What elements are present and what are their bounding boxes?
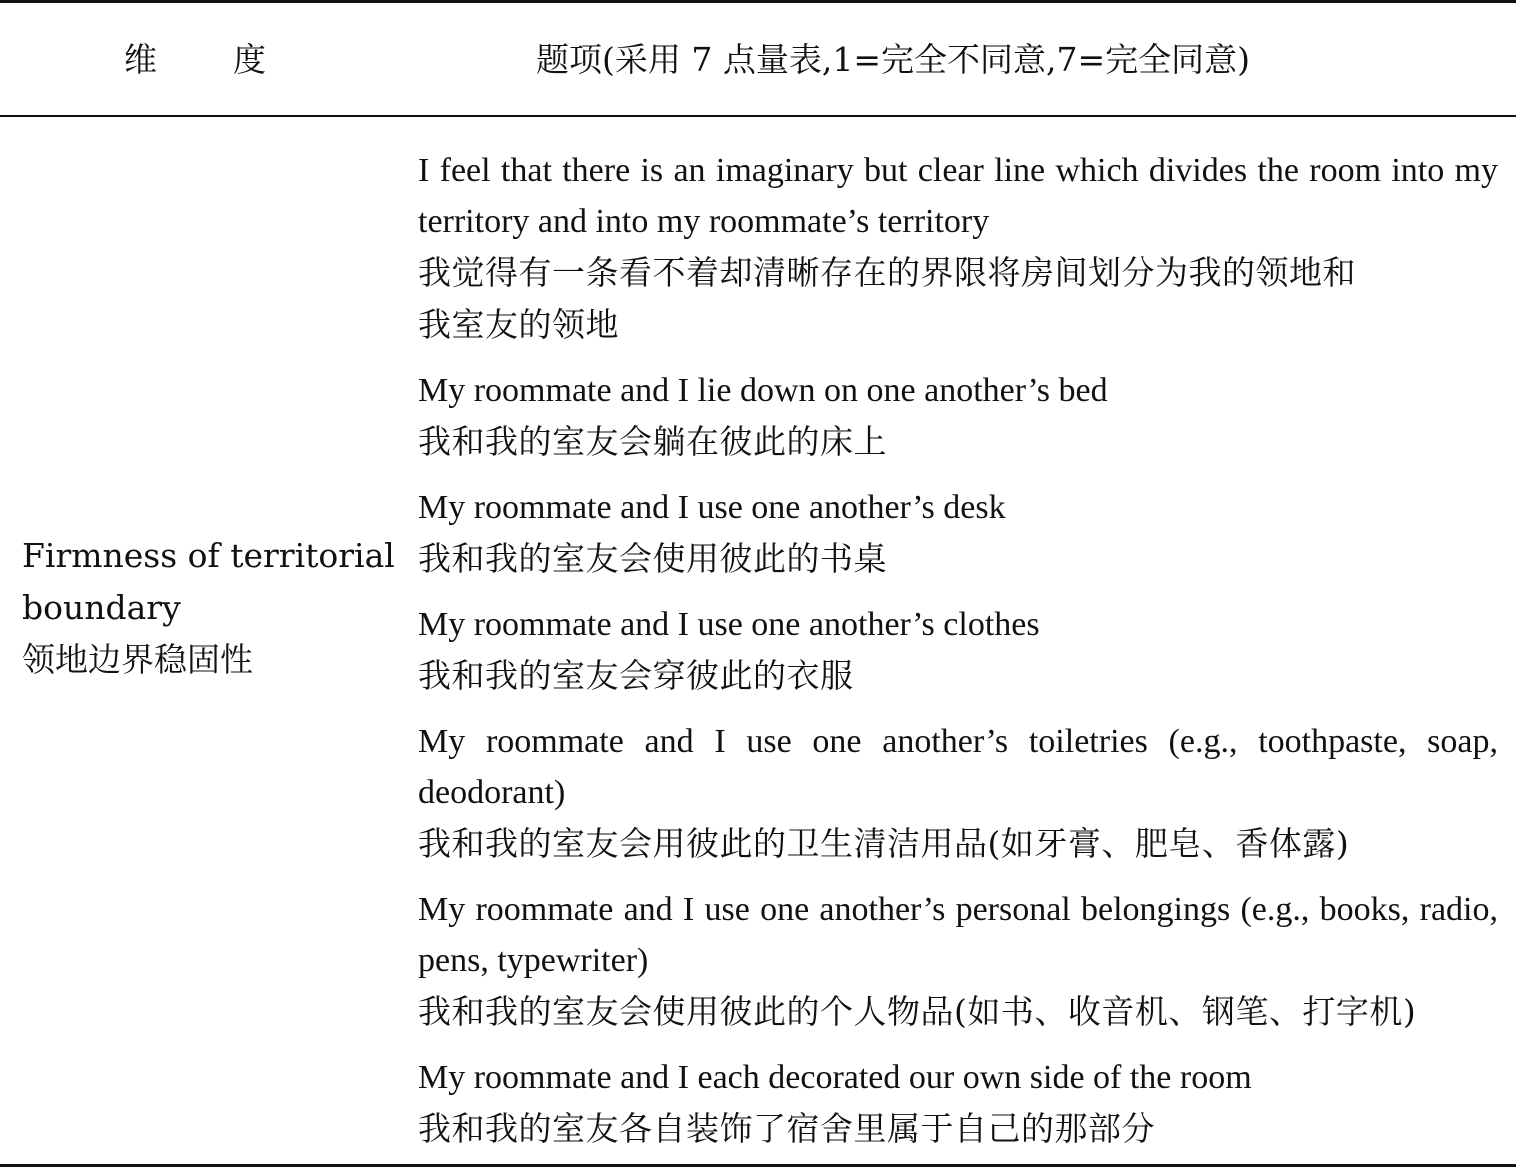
table-row bbox=[418, 716, 1498, 870]
table-row bbox=[418, 599, 1498, 702]
table-row bbox=[418, 1052, 1498, 1155]
item-en: My roommate and I each decorated our own side of the room bbox=[418, 1059, 1252, 1096]
item-en: My roommate and I use one another’s clothes bbox=[418, 606, 1040, 643]
item-en: My roommate and I use one another’s toiletries (e.g., toothpaste, soap, deodorant) bbox=[418, 723, 1498, 811]
dimension-en-line-1: Firmness of territorial bbox=[22, 536, 395, 575]
items-column bbox=[418, 145, 1498, 1169]
item-zh-line-1: 我和我的室友各自装饰了宿舍里属于自己的那部分 bbox=[418, 1109, 1155, 1148]
table-row bbox=[418, 365, 1498, 468]
table-row bbox=[418, 884, 1498, 1038]
item-zh-line-1: 我和我的室友会使用彼此的个人物品(如书、收音机、钢笔、打字机) bbox=[418, 992, 1417, 1031]
item-zh-line-1: 我和我的室友会躺在彼此的床上 bbox=[418, 422, 887, 461]
table-row bbox=[418, 482, 1498, 585]
header-items: 题项(采用 7 点量表,1=完全不同意,7=完全同意) bbox=[536, 40, 1250, 79]
header-dimension-char-2: 度 bbox=[233, 40, 266, 79]
item-zh-line-1: 我和我的室友会用彼此的卫生清洁用品(如牙膏、肥皂、香体露) bbox=[418, 824, 1350, 863]
header-dimension bbox=[124, 38, 266, 82]
table-header-rule bbox=[0, 115, 1516, 117]
dimension-cell bbox=[22, 530, 402, 686]
item-en: I feel that there is an imaginary but clear line which divides the room into my territory and into my roommate’s territory bbox=[418, 152, 1498, 240]
item-en: My roommate and I lie down on one another’s bed bbox=[418, 372, 1108, 409]
item-zh-line-1: 我和我的室友会使用彼此的书桌 bbox=[418, 539, 887, 578]
item-zh-line-1: 我觉得有一条看不着却清晰存在的界限将房间划分为我的领地和 bbox=[418, 253, 1356, 292]
item-zh-line-2: 我室友的领地 bbox=[418, 305, 619, 344]
table-top-rule bbox=[0, 0, 1516, 3]
header-dimension-char-1: 维 bbox=[124, 40, 157, 79]
table-row bbox=[418, 145, 1498, 351]
item-en: My roommate and I use one another’s personal belongings (e.g., books, radio, pens, typewriter) bbox=[418, 891, 1498, 979]
table-bottom-rule bbox=[0, 1164, 1516, 1167]
dimension-en-line-2: boundary bbox=[22, 588, 181, 627]
item-en: My roommate and I use one another’s desk bbox=[418, 489, 1006, 526]
item-zh-line-1: 我和我的室友会穿彼此的衣服 bbox=[418, 656, 854, 695]
dimension-zh: 领地边界稳固性 bbox=[22, 640, 253, 679]
